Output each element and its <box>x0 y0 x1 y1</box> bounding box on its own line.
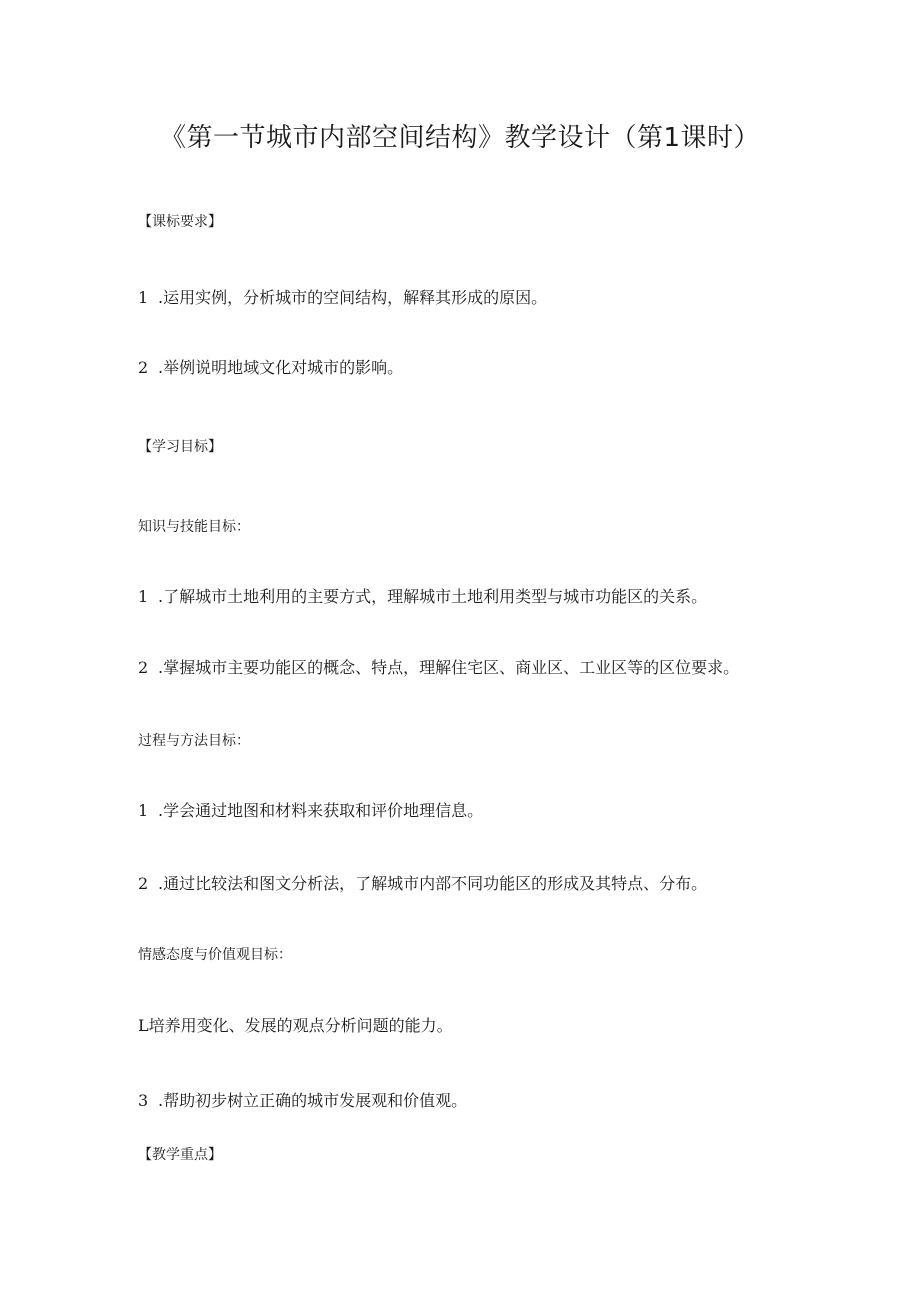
list-item-number: 2 <box>138 358 149 377</box>
document-title: 《第一节城市内部空间结构》教学设计（第1课时） <box>159 123 761 153</box>
list-item-text: .举例说明地域文化对城市的影响。 <box>158 358 404 377</box>
list-item-number: 1 <box>138 801 149 820</box>
section-heading-curriculum-requirements: 【课标要求】 <box>138 214 222 230</box>
list-item-number: 1 <box>138 587 149 606</box>
list-item <box>138 657 739 679</box>
list-item <box>138 1090 467 1112</box>
section-heading-teaching-focus: 【教学重点】 <box>138 1147 222 1163</box>
list-item-text: .通过比较法和图文分析法，了解城市内部不同功能区的形成及其特点、分布。 <box>158 874 708 893</box>
list-item <box>138 357 403 379</box>
subheading-emotions-values: 情感态度与价值观目标： <box>138 947 292 963</box>
list-item-number: 3 <box>138 1091 149 1110</box>
list-item <box>138 287 547 309</box>
subheading-process-methods: 过程与方法目标： <box>138 733 250 749</box>
list-item-number: 2 <box>138 658 149 677</box>
list-item-text: .了解城市土地利用的主要方式，理解城市土地利用类型与城市功能区的关系。 <box>158 587 708 606</box>
list-item-text: L培养用变化、发展的观点分析问题的能力。 <box>138 1016 453 1035</box>
list-item-text: .掌握城市主要功能区的概念、特点，理解住宅区、商业区、工业区等的区位要求。 <box>158 658 740 677</box>
list-item-number: 1 <box>138 288 149 307</box>
section-heading-learning-objectives: 【学习目标】 <box>138 439 222 455</box>
list-item <box>138 873 707 895</box>
list-item <box>138 1015 453 1037</box>
list-item-number: 2 <box>138 874 149 893</box>
list-item <box>138 586 707 608</box>
list-item-text: .运用实例，分析城市的空间结构，解释其形成的原因。 <box>158 288 548 307</box>
list-item-text: .帮助初步树立正确的城市发展观和价值观。 <box>158 1091 468 1110</box>
list-item-text: .学会通过地图和材料来获取和评价地理信息。 <box>158 801 484 820</box>
subheading-knowledge-skills: 知识与技能目标： <box>138 519 250 535</box>
list-item <box>138 800 483 822</box>
